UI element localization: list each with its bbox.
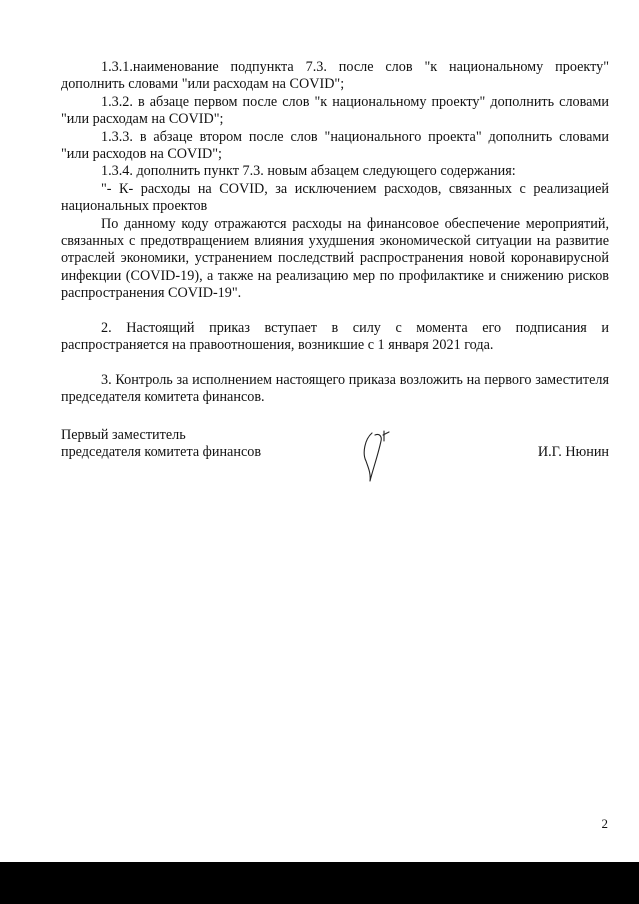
- paragraph-code-description: По данному коду отражаются расходы на финансовое обеспечение мероприятий, связанных с предотвращением влияния ухудшения экономической ситуации на развитие отраслей экономики, устранением последствий распространения новой коронавирусной инфекции (COVID-19), а также на реализацию мер по профилактике и снижению рисков распространения COVID-19".: [61, 215, 609, 302]
- spacer: [61, 355, 609, 372]
- signatory-name: И.Г. Нюнин: [537, 444, 609, 460]
- paragraph-1-3-1: 1.3.1.наименование подпункта 7.3. после слов "к национальному проекту" дополнить словами "или расходам на COVID";: [61, 59, 609, 93]
- signatory-title-line-1: Первый заместитель: [61, 427, 186, 443]
- paragraph-1-3-3: 1.3.3. в абзаце втором после слов "национального проекта" дополнить словами "или расходов на COVID";: [61, 128, 609, 163]
- signature-block: [61, 427, 609, 487]
- scan-bottom-border: [0, 862, 639, 904]
- document-body: [61, 59, 609, 406]
- paragraph-item-3: 3. Контроль за исполнением настоящего приказа возложить на первого заместителя председателя комитета финансов.: [61, 371, 609, 405]
- paragraph-1-3-2: 1.3.2. в абзаце первом после слов "к национальному проекту" дополнить словами "или расходам на COVID";: [61, 93, 609, 128]
- handwritten-signature: [357, 427, 397, 487]
- paragraph-1-3-4: 1.3.4. дополнить пункт 7.3. новым абзацем следующего содержания:: [101, 163, 516, 180]
- paragraph-code-k: "- К- расходы на COVID, за исключением расходов, связанных с реализацией национальных проектов: [61, 180, 609, 215]
- signatory-title: [61, 427, 261, 462]
- page-number: 2: [601, 816, 608, 831]
- signatory-title-line-2: председателя комитета финансов: [61, 444, 262, 461]
- paragraph-item-2: 2. Настоящий приказ вступает в силу с момента его подписания и распространяется на правоотношения, возникшие с 1 января 2021 года.: [61, 319, 609, 354]
- spacer: [61, 303, 609, 320]
